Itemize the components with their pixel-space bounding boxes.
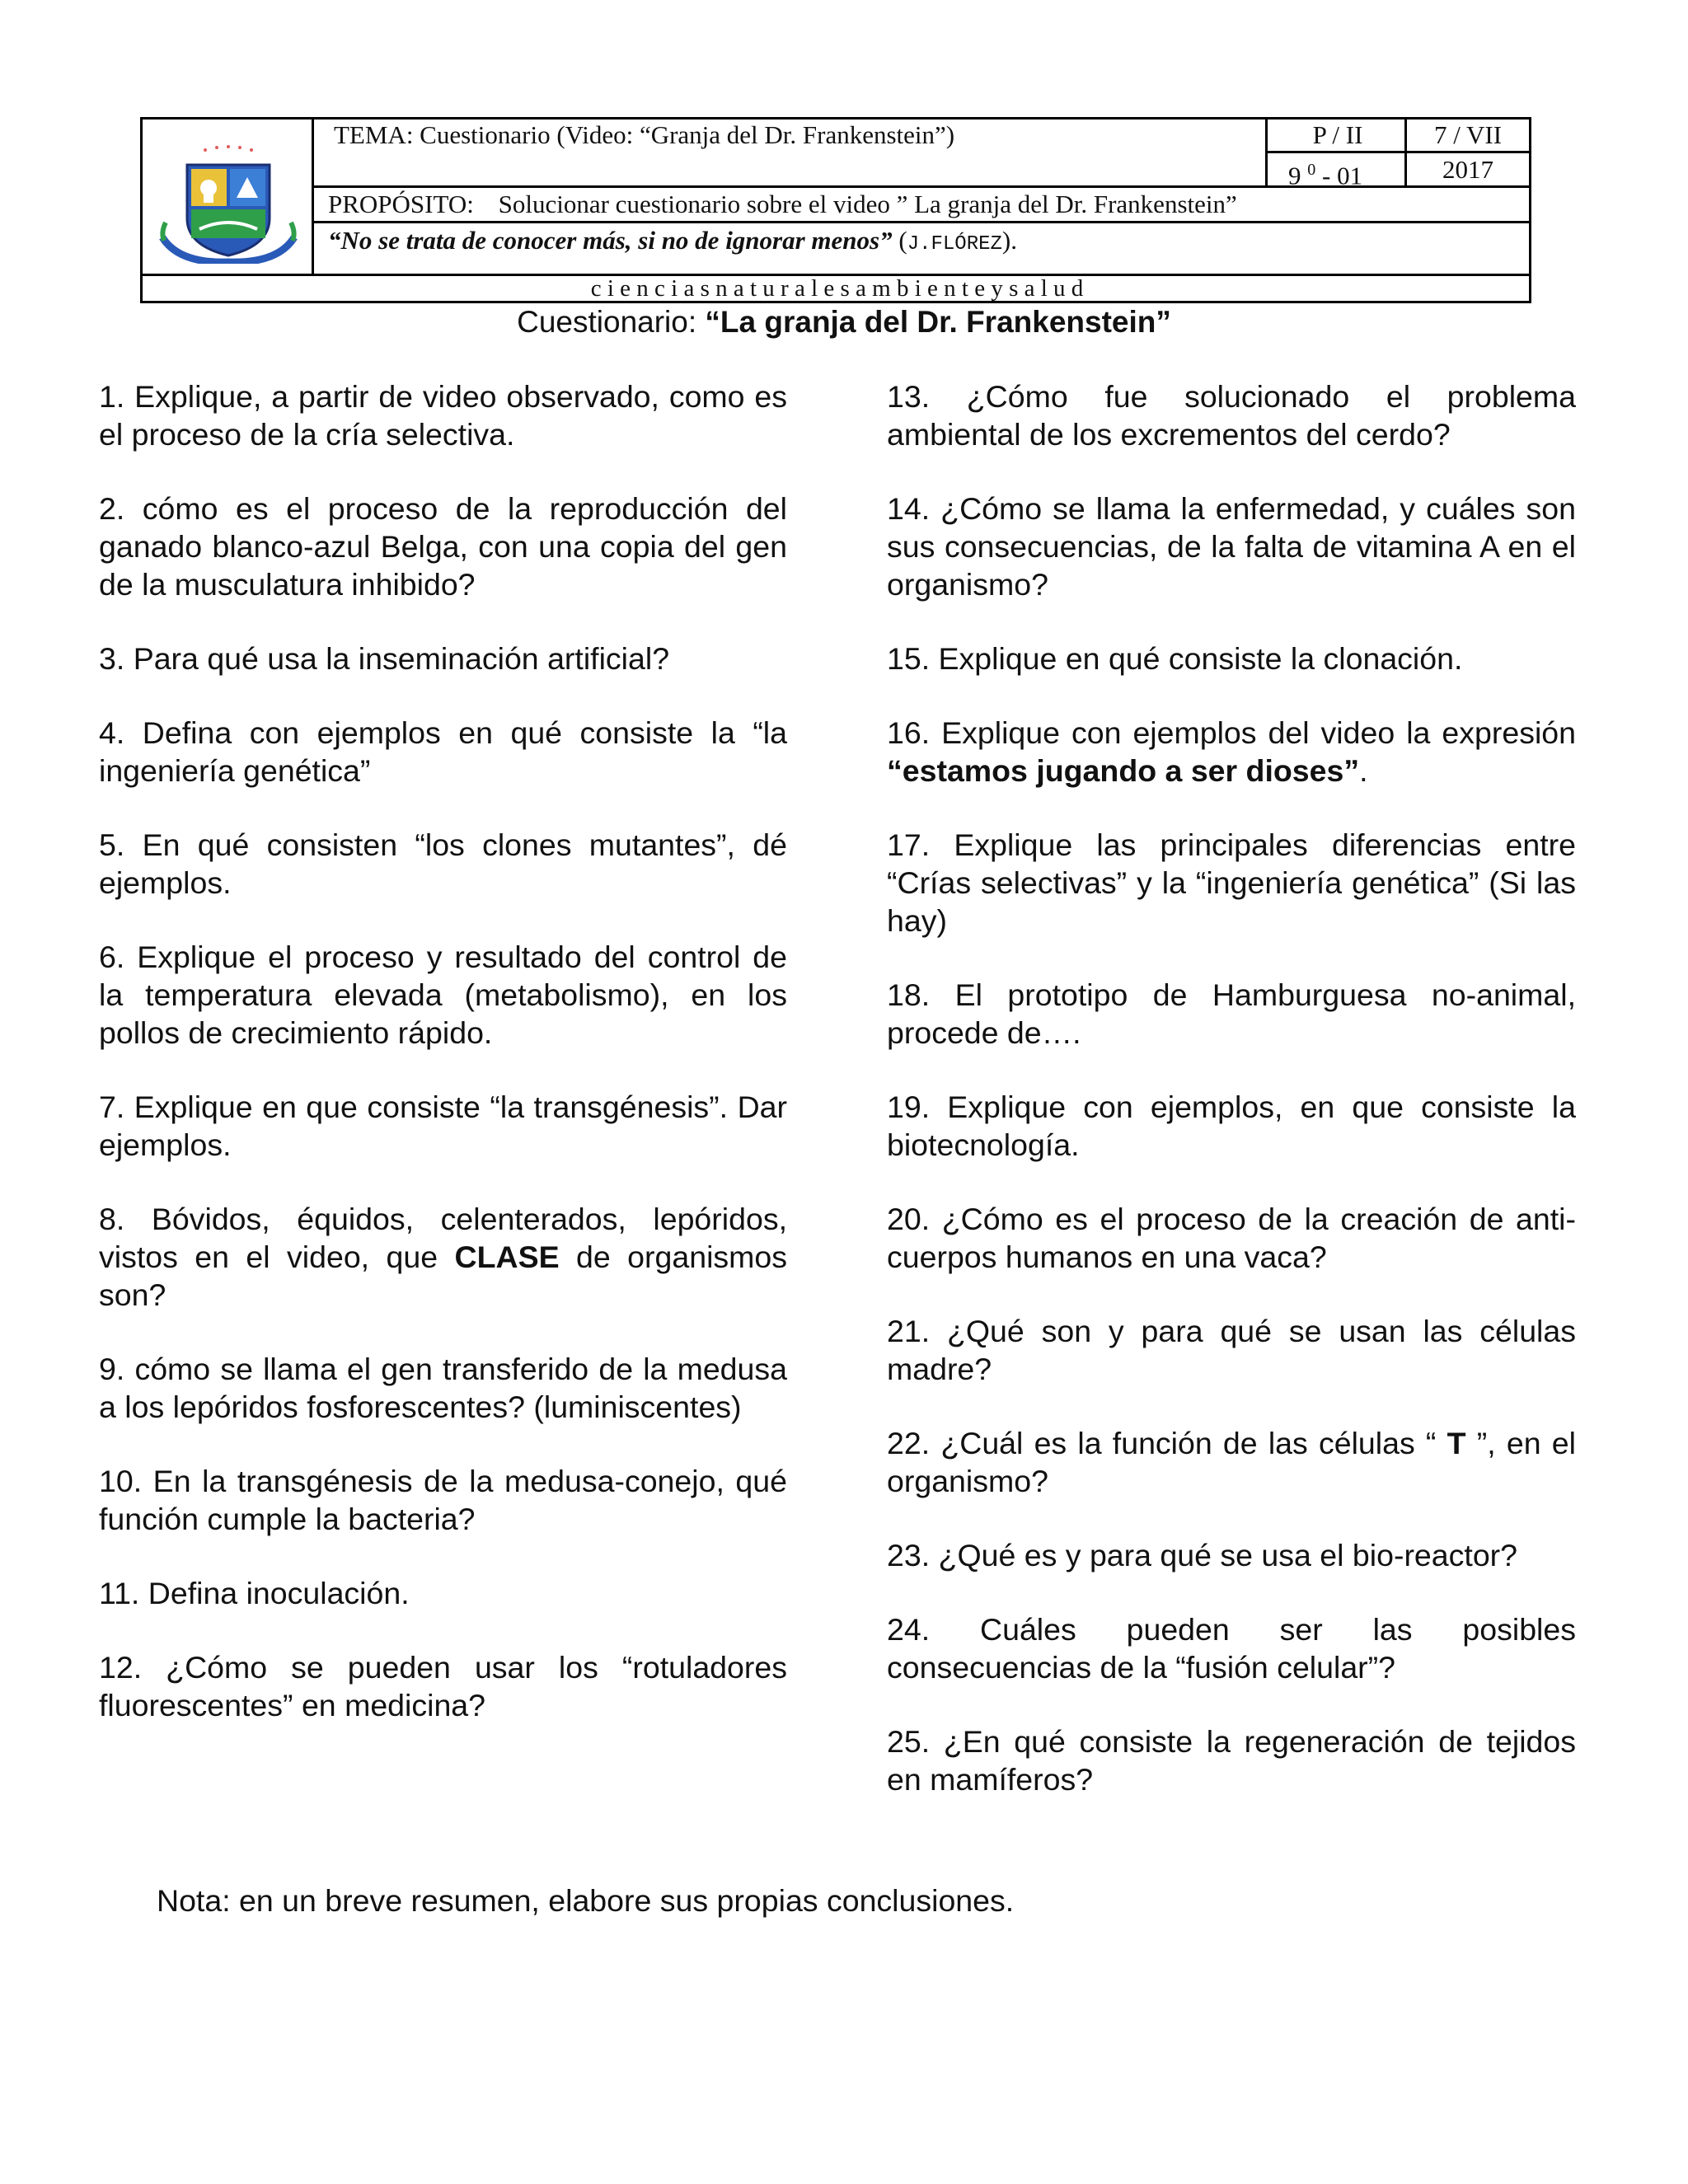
worksheet-title bbox=[0, 303, 1688, 341]
question-8-pre: 8. Bóvidos, équidos, celenterados, lepóridos, vistos en el video, que bbox=[99, 1202, 787, 1274]
question-23: 23. ¿Qué es y para qué se usa el bio-reactor? bbox=[887, 1538, 1518, 1572]
motto-author: J.FLÓREZ bbox=[907, 233, 1002, 255]
question-22-bold: T bbox=[1447, 1426, 1466, 1460]
question-25: 25. ¿En qué consiste la regeneración de tejidos en mamíferos? bbox=[887, 1724, 1576, 1797]
question-13: 13. ¿Cómo fue solucionado el problema ambiental de los excrementos del cerdo? bbox=[887, 379, 1576, 452]
question-2: 2. cómo es el proceso de la reproducción del ganado blanco-azul Belga, con una copia del gen de la musculatura inhibido? bbox=[99, 491, 787, 602]
guide-date: 7 / VII bbox=[1433, 120, 1503, 149]
question-10: 10. En la transgénesis de la medusa-conejo, qué función cumple la bacteria? bbox=[99, 1464, 787, 1536]
motto-quote: “No se trata de conocer más, si no de ignorar menos” bbox=[328, 226, 893, 255]
school-crest-icon bbox=[154, 140, 302, 264]
motto-author-close: ). bbox=[1001, 226, 1017, 255]
question-16-post: . bbox=[1359, 753, 1368, 788]
group-number: - 01 bbox=[1322, 161, 1363, 190]
question-22-pre: 22. ¿Cuál es la función de las células “ bbox=[887, 1426, 1447, 1460]
question-9: 9. cómo se llama el gen transferido de la medusa a los lepóridos fosforescentes? (luminiscentes) bbox=[99, 1352, 787, 1424]
title-prefix: Cuestionario: bbox=[517, 305, 706, 339]
questions-left-column bbox=[99, 377, 787, 1724]
motto-author-open: ( bbox=[892, 226, 907, 255]
note: Nota: en un breve resumen, elabore sus propias conclusiones. bbox=[157, 1883, 1015, 1918]
question-16-pre: 16. Explique con ejemplos del video la expresión bbox=[887, 715, 1576, 750]
question-7: 7. Explique en que consiste “la transgénesis”. Dar ejemplos. bbox=[99, 1090, 787, 1162]
question-8 bbox=[99, 1200, 787, 1314]
question-11: 11. Defina inoculación. bbox=[99, 1576, 410, 1610]
question-20: 20. ¿Cómo es el proceso de la creación de anti-cuerpos humanos en una vaca? bbox=[887, 1202, 1576, 1274]
question-8-post: de organismos son? bbox=[99, 1240, 788, 1312]
question-5: 5. En qué consisten “los clones mutantes”, dé ejemplos. bbox=[99, 827, 787, 900]
purpose-label: PROPÓSITO: bbox=[328, 190, 474, 218]
grade-group bbox=[1288, 154, 1362, 191]
subject-area: c i e n c i a s n a t u r a l e s a m b i e n t e y s a l u d bbox=[590, 275, 1084, 302]
question-3: 3. Para qué usa la inseminación artificial? bbox=[99, 641, 670, 676]
question-21: 21. ¿Qué son y para qué se usan las células madre? bbox=[887, 1314, 1576, 1386]
question-6: 6. Explique el proceso y resultado del control de la temperatura elevada (metabolismo), en los pollos de crecimiento rápido. bbox=[99, 940, 787, 1050]
question-15: 15. Explique en qué consiste la clonación. bbox=[887, 641, 1463, 676]
question-4: 4. Defina con ejemplos en qué consiste la “la ingeniería genética” bbox=[99, 715, 787, 788]
question-16 bbox=[887, 714, 1576, 790]
grade-superscript: 0 bbox=[1307, 161, 1316, 179]
topic-title: TEMA: Cuestionario (Video: “Granja del Dr. Frankenstein”) bbox=[334, 120, 955, 149]
question-22-post: ”, en el organismo? bbox=[887, 1426, 1576, 1498]
purpose bbox=[328, 189, 1237, 220]
question-1: 1. Explique, a partir de video observado, como es el proceso de la cría selectiva. bbox=[99, 379, 787, 452]
question-22 bbox=[887, 1424, 1576, 1500]
question-8-bold: CLASE bbox=[454, 1240, 560, 1274]
period-label: P / II bbox=[1312, 120, 1363, 149]
motto bbox=[328, 225, 1017, 260]
title-video: “La granja del Dr. Frankenstein” bbox=[705, 305, 1171, 339]
question-16-bold: “estamos jugando a ser dioses” bbox=[887, 753, 1360, 788]
question-24: 24. Cuáles pueden ser las posibles consecuencias de la “fusión celular”? bbox=[887, 1612, 1576, 1685]
purpose-text: Solucionar cuestionario sobre el video ” La granja del Dr. Frankenstein” bbox=[498, 190, 1237, 218]
year: 2017 bbox=[1442, 155, 1493, 184]
question-17: 17. Explique las principales diferencias entre “Crías selectivas” y la “ingeniería genética” (Si las hay) bbox=[887, 827, 1576, 938]
question-12: 12. ¿Cómo se pueden usar los “rotuladores fluorescentes” en medicina? bbox=[99, 1650, 787, 1722]
document-header bbox=[140, 117, 1531, 303]
question-18: 18. El prototipo de Hamburguesa no-animal, procede de…. bbox=[887, 977, 1576, 1050]
questions-right-column bbox=[887, 377, 1576, 1798]
grade-number: 9 bbox=[1288, 161, 1301, 190]
question-14: 14. ¿Cómo se llama la enfermedad, y cuáles son sus consecuencias, de la falta de vitamina A en el organismo? bbox=[887, 491, 1576, 602]
question-19: 19. Explique con ejemplos, en que consiste la biotecnología. bbox=[887, 1090, 1576, 1162]
